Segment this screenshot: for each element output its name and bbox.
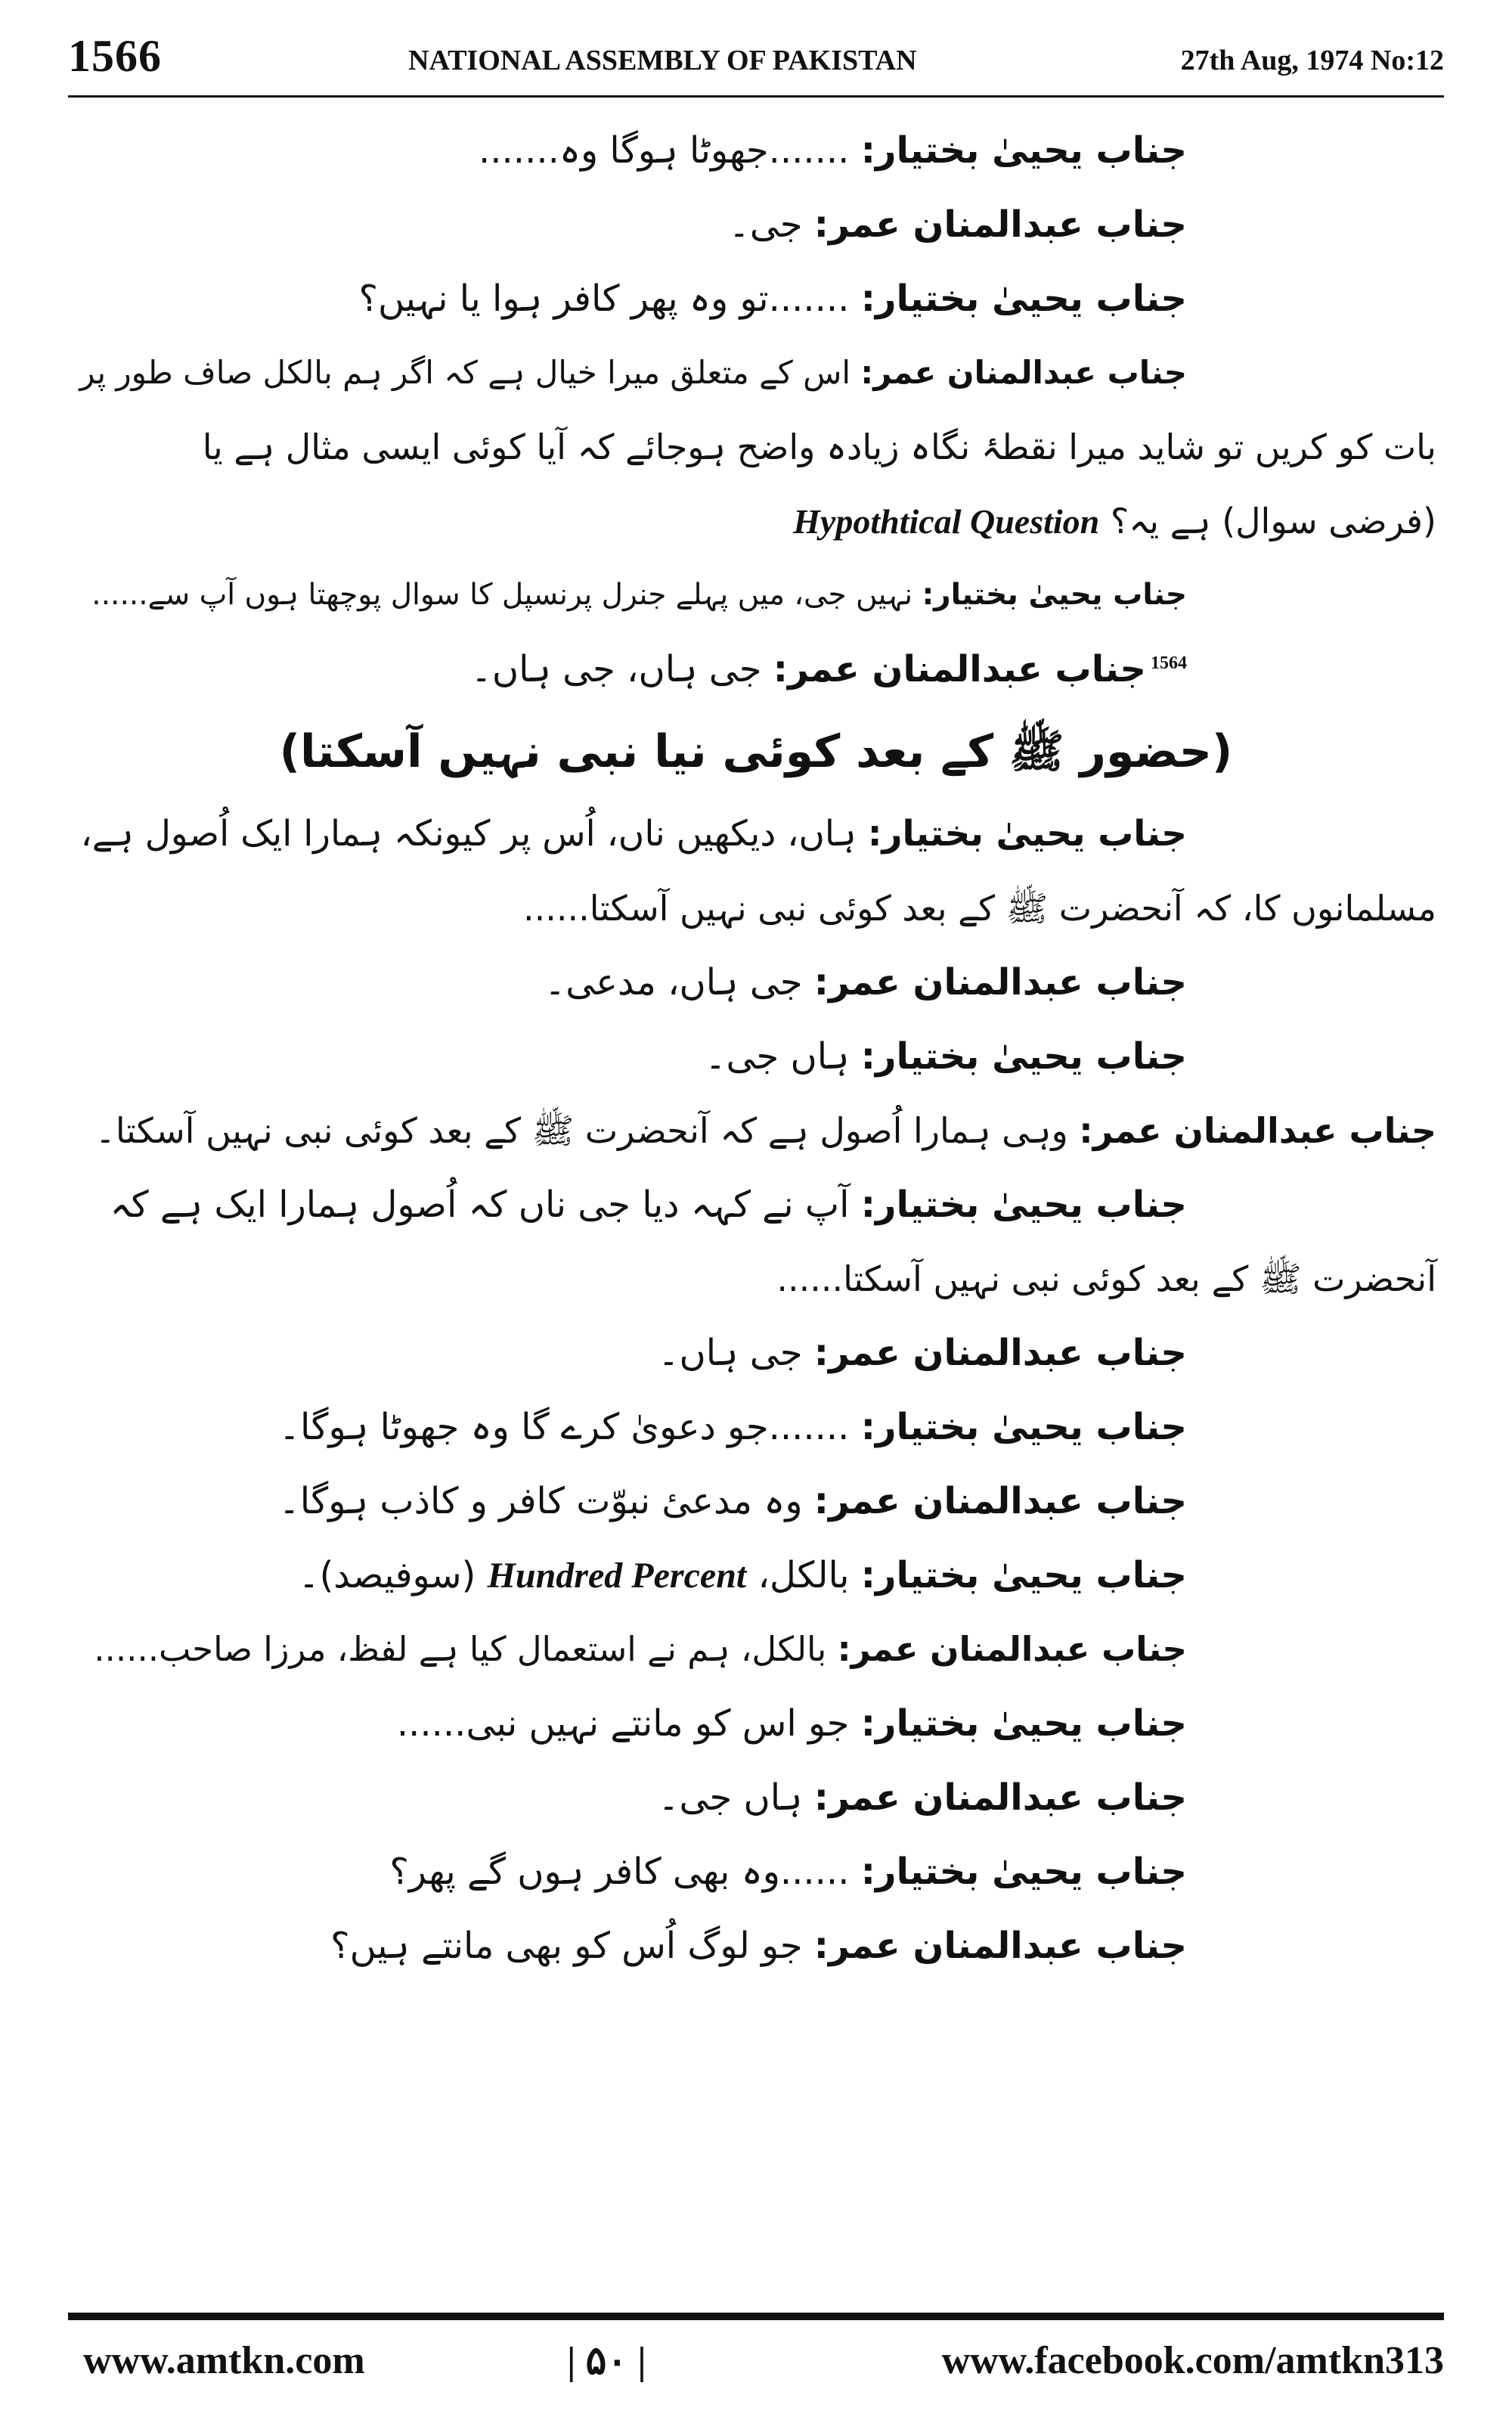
speaker-name: جناب یحییٰ بختیار: [860, 1184, 1187, 1226]
speech-text: مسلمانوں کا، کہ آنحضرت ﷺ کے بعد کوئی نبی نہیں آسکتا...... [523, 888, 1436, 929]
speech-line [76, 632, 1436, 706]
original-page-marker: 1564 [1151, 653, 1187, 673]
section-heading [76, 706, 1436, 797]
page-header [68, 30, 1444, 91]
speaker-name: جناب عبدالمنان عمر: [813, 1925, 1187, 1967]
speech-line [76, 1686, 1436, 1761]
speech-text: بالکل، [746, 1554, 861, 1596]
speech-line [76, 797, 1436, 871]
continuation-line [76, 410, 1436, 484]
speech-line [76, 262, 1436, 336]
speech-line [76, 1835, 1436, 1909]
speaker-name: جناب یحییٰ بختیار: [922, 578, 1187, 612]
footer-divider [68, 2313, 1444, 2320]
speech-line [76, 188, 1436, 262]
transcript-body [76, 113, 1436, 2288]
header-divider [68, 95, 1444, 98]
speech-text: .......جو دعویٰ کرے گا وہ جھوٹا ہوگا۔ [278, 1406, 861, 1448]
page-footer [68, 2338, 1444, 2391]
speaker-name: جناب یحییٰ بختیار: [867, 813, 1187, 855]
speech-line [76, 558, 1436, 632]
running-title: NATIONAL ASSEMBLY OF PAKISTAN [408, 45, 917, 76]
heading-text: (حضور ﷺ کے بعد کوئی نیا نبی نہیں آسکتا) [279, 725, 1233, 778]
speech-text: وہی ہمارا اُصول ہے کہ آنحضرت ﷺ کے بعد کوئی نبی نہیں آسکتا۔ [94, 1110, 1080, 1151]
speech-text: آپ نے کہہ دیا جی ناں کہ اُصول ہمارا ایک ہے کہ [110, 1184, 861, 1226]
speaker-name: جناب یحییٰ بختیار: [860, 1035, 1187, 1078]
speaker-name: جناب عبدالمنان عمر: [860, 354, 1187, 391]
speech-text-after: (سوفیصد)۔ [298, 1554, 488, 1596]
speech-text: (فرضی سوال) ہے یہ؟ [1099, 501, 1436, 541]
speaker-name: جناب عبدالمنان عمر: [813, 1776, 1187, 1819]
page-number: 1566 [68, 31, 162, 81]
speech-line [76, 1390, 1436, 1464]
speech-text: ہاں جی۔ [658, 1776, 814, 1819]
speech-text: اس کے متعلق میرا خیال ہے کہ اگر ہم بالکل صاف طور پر [79, 354, 861, 391]
footer-facebook-link[interactable]: www.facebook.com/amtkn313 [941, 2339, 1444, 2382]
speech-line [76, 1094, 1436, 1168]
continuation-line [76, 484, 1436, 558]
english-term: Hundred Percent [487, 1556, 747, 1596]
speaker-name: جناب عبدالمنان عمر: [837, 1629, 1187, 1669]
speech-line [76, 1538, 1436, 1612]
speaker-name: جناب یحییٰ بختیار: [860, 1702, 1187, 1745]
speech-line [76, 1464, 1436, 1538]
speaker-name: جناب یحییٰ بختیار: [860, 1406, 1187, 1448]
speaker-name: جناب یحییٰ بختیار: [860, 1554, 1187, 1596]
speech-text: بالکل، ہم نے استعمال کیا ہے لفظ، مرزا صاحب...... [94, 1629, 838, 1669]
speaker-name: جناب عبدالمنان عمر: [813, 1480, 1187, 1522]
speech-line [76, 945, 1436, 1019]
speaker-name: جناب عبدالمنان عمر: [813, 1332, 1187, 1374]
speech-text: جو لوگ اُس کو بھی مانتے ہیں؟ [330, 1925, 814, 1967]
speech-text: نہیں جی، میں پہلے جنرل پرنسپل کا سوال پوچھتا ہوں آپ سے...... [91, 578, 922, 612]
speech-text: آنحضرت ﷺ کے بعد کوئی نبی نہیں آسکتا...... [776, 1258, 1436, 1299]
speech-text: وہ مدعیٔ نبوّت کافر و کاذب ہوگا۔ [278, 1480, 814, 1522]
continuation-line [76, 1242, 1436, 1316]
speech-line [76, 113, 1436, 188]
speech-line [76, 1612, 1436, 1686]
speech-text: ......وہ بھی کافر ہوں گے پھر؟ [389, 1851, 861, 1893]
speech-line [76, 336, 1436, 410]
speech-text: جی۔ [728, 203, 814, 246]
speech-text: ہاں، دیکھیں ناں، اُس پر کیونکہ ہمارا ایک اُصول ہے، [80, 813, 868, 855]
speaker-name: جناب یحییٰ بختیار: [860, 1851, 1187, 1893]
speech-line [76, 1909, 1436, 1983]
speech-line [76, 1168, 1436, 1242]
speaker-name: جناب عبدالمنان عمر: [813, 203, 1187, 246]
speech-text: .......جھوٹا ہوگا وہ....... [479, 129, 861, 172]
speaker-name: جناب یحییٰ بختیار: [860, 129, 1187, 172]
speech-line [76, 1019, 1436, 1094]
speech-text: ہاں جی۔ [705, 1035, 861, 1078]
footer-website-link[interactable]: www.amtkn.com [83, 2339, 365, 2382]
speech-line [76, 1761, 1436, 1835]
speech-text: جی ہاں۔ [658, 1332, 814, 1374]
speech-text: جی ہاں، مدعی۔ [544, 961, 814, 1004]
session-date: 27th Aug, 1974 No:12 [1180, 45, 1444, 76]
speech-text: جی ہاں، جی ہاں۔ [470, 648, 773, 690]
speech-text: .......تو وہ پھر کافر ہوا یا نہیں؟ [358, 278, 861, 320]
speech-line [76, 1316, 1436, 1390]
footer-page-indicator: | ۵۰ | [567, 2340, 646, 2383]
speech-text: جو اس کو مانتے نہیں نبی...... [396, 1702, 861, 1745]
english-term: Hypothtical Question [793, 502, 1100, 541]
speech-text: بات کو کریں تو شاید میرا نقطۂ نگاہ زیادہ واضح ہوجائے کہ آیا کوئی ایسی مثال ہے یا [202, 427, 1436, 467]
speaker-name: جناب عبدالمنان عمر: [1079, 1110, 1436, 1151]
speaker-name: جناب عبدالمنان عمر: [813, 961, 1187, 1004]
speaker-name: جناب یحییٰ بختیار: [860, 278, 1187, 320]
speaker-name: جناب عبدالمنان عمر: [773, 648, 1146, 690]
continuation-line [76, 871, 1436, 945]
